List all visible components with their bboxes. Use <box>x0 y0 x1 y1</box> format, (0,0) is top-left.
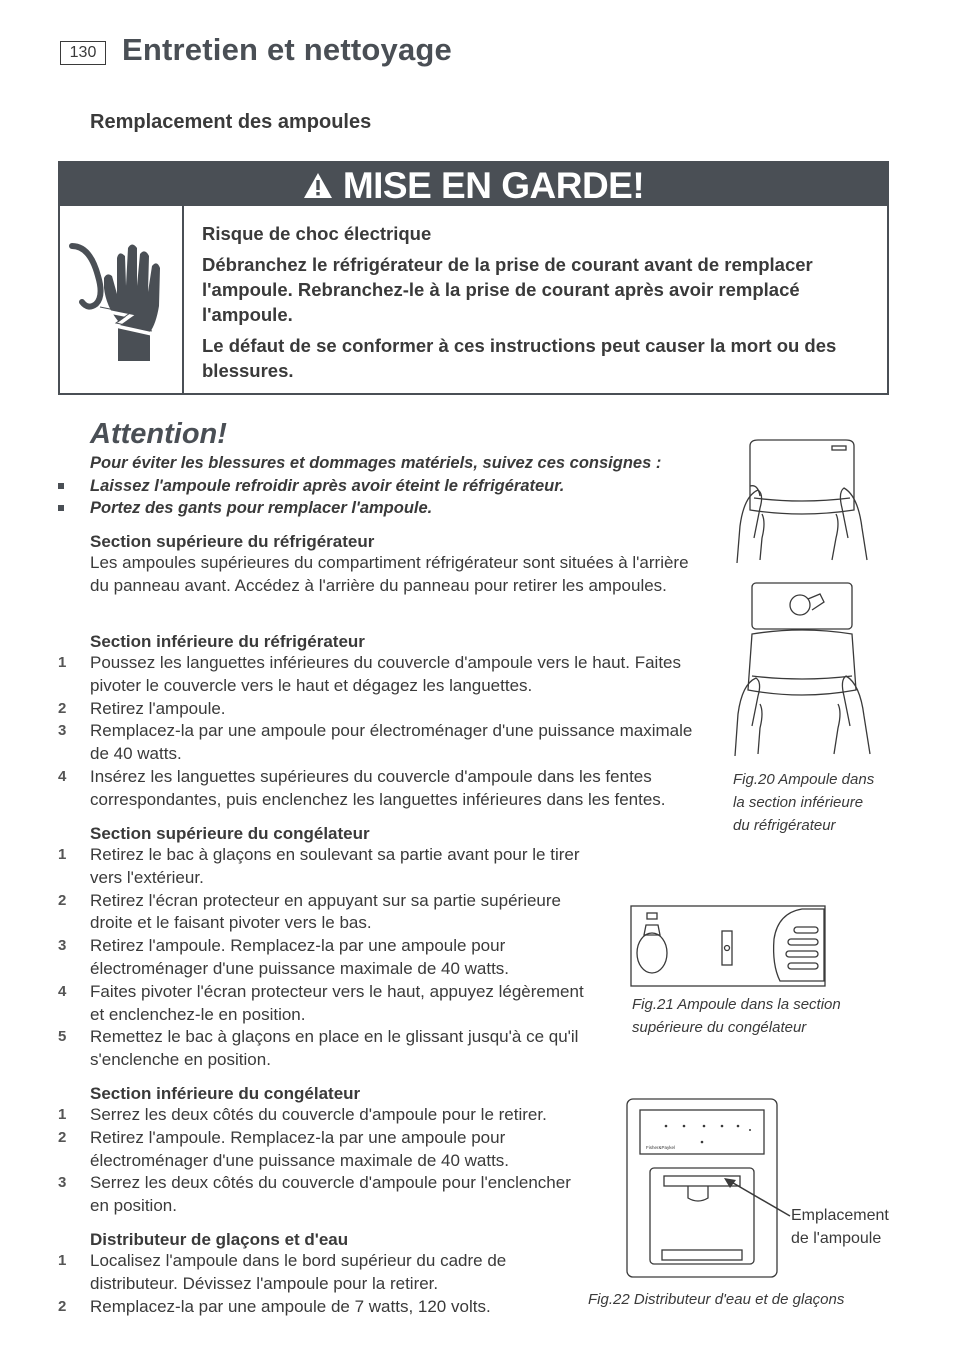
list-item: 1 Localisez l'ampoule dans le bord supérieur du cadre de distributeur. Dévissez l'ampoule pour la retirer. <box>58 1251 507 1293</box>
section-subtitle: Remplacement des ampoules <box>90 111 372 133</box>
warning-box <box>58 161 889 395</box>
list-item: 1 Serrez les deux côtés du couvercle d'ampoule pour le retirer. <box>58 1105 547 1124</box>
section-text: Les ampoules supérieures du compartiment réfrigérateur sont situées à l'arrière du panneau avant. Accédez à l'arrière du panneau pour retirer les ampoules. <box>90 553 689 595</box>
warning-paragraph-1: Débranchez le réfrigérateur de la prise de courant avant de remplacer l'ampoule. Rebranchez-le à la prise de courant après avoir remplacé l'ampoule. <box>202 254 813 325</box>
warning-heading: MISE EN GARDE! <box>342 165 645 206</box>
list-item: 3 Remplacez-la par une ampoule pour électroménager d'une puissance maximale de 40 watts. <box>58 721 693 764</box>
section-freezer-upper <box>58 824 585 1072</box>
warning-header <box>60 163 887 206</box>
figure-22-callout: Emplacement de l'ampoule <box>791 1207 889 1247</box>
warning-paragraph-2: Le défaut de se conformer à ces instructions peut causer la mort ou des blessures. <box>202 335 837 381</box>
page-number: 130 <box>60 41 106 65</box>
list-item: 2 Retirez l'écran protecteur en appuyant sur sa partie supérieure droite et le faisant pivoter vers le bas. <box>58 890 562 933</box>
list-item: Portez des gants pour remplacer l'ampoule. <box>90 497 661 520</box>
section-dispenser <box>58 1230 560 1318</box>
list-item: 3 Serrez les deux côtés du couvercle d'ampoule pour l'enclencher en position. <box>58 1173 571 1216</box>
steps-list <box>58 1250 560 1318</box>
figure-21-illustration <box>630 905 826 987</box>
list-item: 3 Retirez l'ampoule. Remplacez-la par une ampoule pour électroménager d'une puissance maximale de 40 watts. <box>58 936 510 978</box>
electric-shock-hand-icon <box>60 206 184 393</box>
list-item: 2 Retirez l'ampoule. <box>58 698 226 718</box>
section-title: Section supérieure du congélateur <box>90 824 370 843</box>
list-item: 2 Retirez l'ampoule. Remplacez-la par une ampoule pour électroménager d'une puissance maximale de 40 watts. <box>58 1127 510 1170</box>
bullet-marker <box>58 483 64 489</box>
list-item: 4 Insérez les languettes supérieures du couvercle d'ampoule dans les fentes correspondantes, puis enclenchez les languettes inférieures dans les fentes. <box>58 766 666 809</box>
list-item: 1 Retirez le bac à glaçons en soulevant sa partie avant pour le tirer vers l'extérieur. <box>58 845 580 887</box>
list-item: 2 Remplacez-la par une ampoule de 7 watts, 120 volts. <box>58 1296 491 1316</box>
attention-intro: Pour éviter les blessures et dommages matériels, suivez ces consignes : <box>90 454 662 472</box>
section-freezer-lower <box>58 1084 585 1218</box>
attention-block <box>90 452 661 520</box>
list-item: 4 Faites pivoter l'écran protecteur vers le haut, appuyez légèrement et enclenchez-le en position. <box>58 981 584 1024</box>
fig22-brand-label: Fisher&Paykel <box>646 1145 676 1150</box>
list-item: Laissez l'ampoule refroidir après avoir éteint le réfrigérateur. <box>90 475 661 498</box>
steps-list <box>58 652 715 812</box>
callout-arrow-icon <box>716 1176 796 1220</box>
page-title: Entretien et nettoyage <box>122 32 452 67</box>
bullet-marker <box>58 505 64 511</box>
section-title: Distributeur de glaçons et d'eau <box>90 1230 349 1249</box>
warning-risk: Risque de choc électrique <box>202 223 432 244</box>
figure-20-illustration <box>732 438 872 760</box>
section-title: Section supérieure du réfrigérateur <box>90 532 375 551</box>
section-fridge-upper <box>90 532 710 598</box>
list-item: 1 Poussez les languettes inférieures du couvercle d'ampoule vers le haut. Faites pivoter le couvercle vers le haut et dégagez les languettes. <box>58 653 682 695</box>
steps-list <box>58 844 585 1072</box>
section-title: Section inférieure du réfrigérateur <box>90 632 365 651</box>
section-fridge-lower <box>58 632 715 812</box>
steps-list <box>58 1104 585 1218</box>
warning-triangle-icon <box>303 172 333 199</box>
list-item: 5 Remettez le bac à glaçons en place en le glissant jusqu'à ce qu'il s'enclenche en position. <box>58 1027 579 1070</box>
section-title: Section inférieure du congélateur <box>90 1084 361 1103</box>
warning-text <box>202 221 878 389</box>
figure-22-caption: Fig.22 Distributeur d'eau et de glaçons <box>588 1291 845 1308</box>
figure-20-caption: Fig.20 Ampoule dans la section inférieure du réfrigérateur <box>733 771 875 834</box>
attention-heading: Attention! <box>90 418 227 450</box>
figure-21-caption: Fig.21 Ampoule dans la section supérieure du congélateur <box>632 996 841 1036</box>
